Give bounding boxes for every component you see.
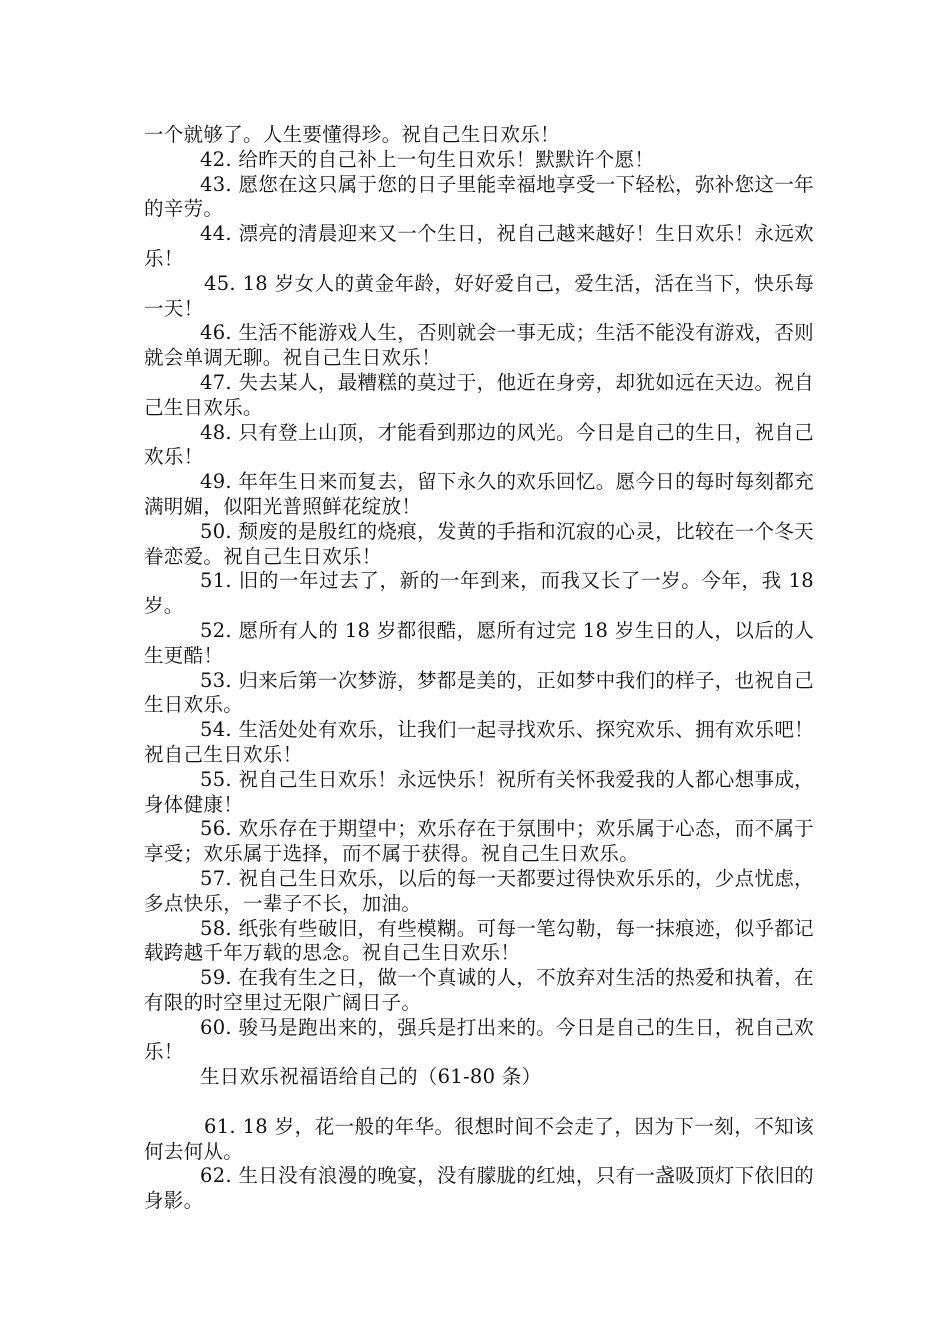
list-item: 50. 颓废的是殷红的烧痕，发黄的手指和沉寂的心灵，比较在一个冬天眷恋爱。祝自己生日欢乐！ — [144, 519, 814, 568]
list-item: 53. 归来后第一次梦游，梦都是美的，正如梦中我们的样子，也祝自己生日欢乐。 — [144, 668, 814, 717]
list-item: 51. 旧的一年过去了，新的一年到来，而我又长了一岁。今年，我 18 岁。 — [144, 569, 814, 618]
document-body — [144, 123, 814, 1214]
list-item: 46. 生活不能游戏人生，否则就会一事无成；生活不能没有游戏，否则就会单调无聊。祝自己生日欢乐！ — [144, 321, 814, 370]
list-item: 55. 祝自己生日欢乐！永远快乐！祝所有关怀我爱我的人都心想事成，身体健康！ — [144, 767, 814, 816]
list-item: 52. 愿所有人的 18 岁都很酷，愿所有过完 18 岁生日的人，以后的人生更酷！ — [144, 618, 814, 667]
list-item: 42. 给昨天的自己补上一句生日欢乐！默默许个愿！ — [200, 147, 655, 171]
list-item: 44. 漂亮的清晨迎来又一个生日，祝自己越来越好！生日欢乐！永远欢乐！ — [144, 222, 814, 270]
list-item: 62. 生日没有浪漫的晚宴，没有朦胧的红烛，只有一盏吸顶灯下依旧的身影。 — [144, 1164, 814, 1213]
section-heading: 生日欢乐祝福语给自己的（61-80 条） — [200, 1065, 542, 1089]
list-item: 48. 只有登上山顶，才能看到那边的风光。今日是自己的生日，祝自己欢乐！ — [144, 420, 814, 469]
list-item: 57. 祝自己生日欢乐，以后的每一天都要过得快欢乐乐的，少点忧虑，多点快乐，一辈子不长，加油。 — [144, 866, 814, 915]
list-item: 60. 骏马是跑出来的，强兵是打出来的。今日是自己的生日，祝自己欢乐！ — [144, 1015, 814, 1064]
lead-paragraph: 一个就够了。人生要懂得珍。祝自己生日欢乐！ — [144, 123, 560, 146]
list-item: 47. 失去某人，最糟糕的莫过于，他近在身旁，却犹如远在天边。祝自己生日欢乐。 — [144, 370, 814, 419]
list-item: 49. 年年生日来而复去，留下永久的欢乐回忆。愿今日的每时每刻都充满明媚，似阳光普照鲜花绽放！ — [144, 470, 814, 518]
section-spacer — [144, 1090, 814, 1115]
list-item: 43. 愿您在这只属于您的日子里能幸福地享受一下轻松，弥补您这一年的辛劳。 — [144, 172, 814, 221]
list-item: 54. 生活处处有欢乐，让我们一起寻找欢乐、探究欢乐、拥有欢乐吧！祝自己生日欢乐！ — [144, 718, 814, 766]
list-item: 58. 纸张有些破旧，有些模糊。可每一笔勾勒，每一抹痕迹，似乎都记载跨越千年万载的思念。祝自己生日欢乐！ — [144, 916, 814, 965]
list-item: 59. 在我有生之日，做一个真诚的人，不放弃对生活的热爱和执着，在有限的时空里过无限广阔日子。 — [144, 966, 814, 1014]
list-item: 61. 18 岁，花一般的年华。很想时间不会走了，因为下一刻，不知该何去何从。 — [144, 1114, 814, 1163]
list-item: 45. 18 岁女人的黄金年龄，好好爱自己，爱生活，活在当下，快乐每一天！ — [144, 271, 814, 320]
list-item: 56. 欢乐存在于期望中；欢乐存在于氛围中；欢乐属于心态，而不属于享受；欢乐属于选择，而不属于获得。祝自己生日欢乐。 — [144, 817, 814, 866]
